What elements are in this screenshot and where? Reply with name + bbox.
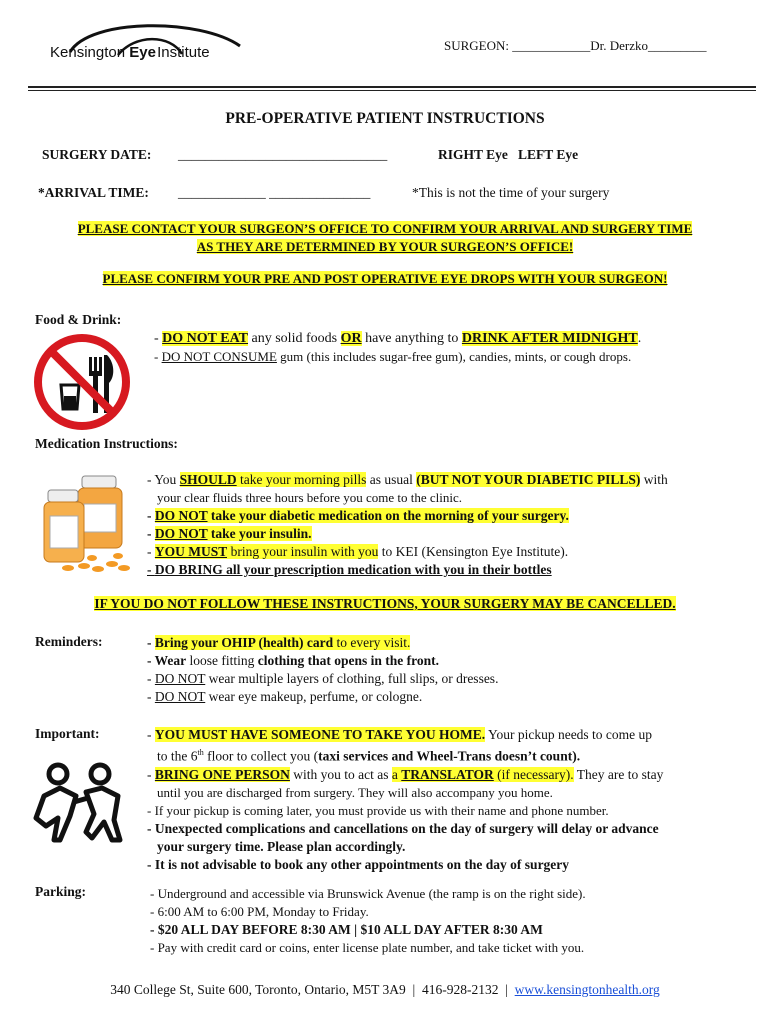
surgeon-label: SURGEON: <box>444 38 510 53</box>
cancellation-warning-text: IF YOU DO NOT FOLLOW THESE INSTRUCTIONS, YOUR SURGERY MAY BE CANCELLED. <box>94 596 676 611</box>
med-item-1-cont: your clear fluids three hours before you come to the clinic. <box>157 490 463 505</box>
arrival-time-note: *This is not the time of your surgery <box>412 185 610 200</box>
parking-heading: Parking: <box>35 884 87 899</box>
parking-item-4: - Pay with credit card or coins, enter license plate number, and take ticket with you. <box>150 940 585 955</box>
food-item-1: - DO NOT EAT any solid foods OR have anything to DRINK AFTER MIDNIGHT. <box>154 331 642 346</box>
surgeon-name: Dr. Derzko <box>590 38 649 53</box>
logo-text-institute: Institute <box>157 44 210 61</box>
surgery-date-field[interactable]: _______________________________ <box>178 147 388 162</box>
med-item-1: - You SHOULD take your morning pills as usual (BUT NOT YOUR DIABETIC PILLS) with <box>147 472 668 487</box>
page-title: PRE-OPERATIVE PATIENT INSTRUCTIONS <box>225 110 545 127</box>
parking-item-2: - 6:00 AM to 6:00 PM, Monday to Friday. <box>150 904 369 919</box>
parking-list <box>150 885 586 957</box>
reminder-item-2: - Wear loose fitting clothing that opens in the front. <box>147 653 440 668</box>
food-instructions <box>154 330 641 366</box>
logo-text-kensington: Kensington <box>50 44 126 61</box>
footer-separator: | <box>505 982 508 997</box>
footer-address: 340 College St, Suite 600, Toronto, Ontario, M5T 3A9 <box>110 982 406 997</box>
important-item-1: - YOU MUST HAVE SOMEONE TO TAKE YOU HOME. Your pickup needs to come up <box>147 727 653 742</box>
important-item-4-cont: your surgery time. Please plan accordingly. <box>157 838 406 854</box>
notice1-line2: AS THEY ARE DETERMINED BY YOUR SURGEON’S OFFICE! <box>196 239 574 254</box>
important-heading: Important: <box>35 726 100 741</box>
reminder-item-1: - Bring your OHIP (health) card to every visit. <box>147 635 411 650</box>
left-eye-option[interactable]: LEFT Eye <box>518 147 579 162</box>
surgeon-blank: ____________ <box>512 38 591 53</box>
med-item-3: - DO NOT take your insulin. <box>147 526 312 541</box>
med-item-2: - DO NOT take your diabetic medication on the morning of your surgery. <box>147 508 569 523</box>
logo <box>50 22 250 80</box>
arrival-time-label: *ARRIVAL TIME: <box>38 185 149 200</box>
med-item-5: - DO BRING all your prescription medication with you in their bottles <box>147 562 552 577</box>
important-list <box>147 726 663 874</box>
med-item-4: - YOU MUST bring your insulin with you to KEI (Kensington Eye Institute). <box>147 544 569 559</box>
important-item-2-cont: until you are discharged from surgery. They will also accompany you home. <box>157 784 553 800</box>
important-item-5: - It is not advisable to book any other appointments on the day of surgery <box>147 856 570 872</box>
surgeon-line <box>444 38 707 54</box>
important-item-2: - BRING ONE PERSON with you to act as a TRANSLATOR (if necessary). They are to stay <box>147 766 664 782</box>
people-helping-icon <box>30 762 130 844</box>
right-eye-option[interactable]: RIGHT Eye <box>438 147 508 162</box>
food-item-2: - DO NOT CONSUME gum (this includes sugar-free gum), candies, mints, or cough drops. <box>154 349 632 364</box>
important-item-4: - Unexpected complications and cancellations on the day of surgery will delay or advance <box>147 820 659 836</box>
header-rule <box>28 86 756 88</box>
eye-drops-notice-text: PLEASE CONFIRM YOUR PRE AND POST OPERATIVE EYE DROPS WITH YOUR SURGEON! <box>102 271 668 286</box>
contact-surgeon-notice <box>0 220 770 256</box>
logo-text-eye: Eye <box>129 44 156 61</box>
reminders-list <box>147 634 498 706</box>
surgery-date-label: SURGERY DATE: <box>42 147 152 162</box>
notice1-line1: PLEASE CONTACT YOUR SURGEON’S OFFICE TO CONFIRM YOUR ARRIVAL AND SURGERY TIME <box>77 221 693 236</box>
reminders-heading: Reminders: <box>35 634 103 649</box>
surgeon-trail: _________ <box>648 38 707 53</box>
parking-item-1: - Underground and accessible via Brunswick Avenue (the ramp is on the right side). <box>150 886 586 901</box>
parking-item-3: - $20 ALL DAY BEFORE 8:30 AM | $10 ALL DAY AFTER 8:30 AM <box>150 922 543 937</box>
footer-separator: | <box>412 982 416 997</box>
food-drink-heading: Food & Drink: <box>35 312 122 327</box>
eye-selection <box>438 147 578 163</box>
medication-instructions <box>147 471 668 579</box>
cancellation-warning <box>0 596 770 612</box>
footer-website-link[interactable]: www.kensingtonhealth.org <box>514 982 660 997</box>
footer-phone[interactable]: 416-928-2132 <box>421 982 499 997</box>
eye-drops-notice <box>0 271 770 287</box>
important-item-1-cont: to the 6th floor to collect you (taxi services and Wheel-Trans doesn’t count). <box>157 748 581 764</box>
no-food-drink-icon <box>33 333 131 431</box>
pill-bottles-icon <box>38 470 138 578</box>
arrival-time-field[interactable]: _____________ _______________ <box>178 185 371 200</box>
footer <box>0 982 770 998</box>
header-rule-thin <box>28 90 756 91</box>
important-item-3: - If your pickup is coming later, you must provide us with their name and phone number. <box>147 802 609 818</box>
reminder-item-4: - DO NOT wear eye makeup, perfume, or cologne. <box>147 689 423 704</box>
medication-heading: Medication Instructions: <box>35 436 178 451</box>
reminder-item-3: - DO NOT wear multiple layers of clothing, full slips, or dresses. <box>147 671 499 686</box>
